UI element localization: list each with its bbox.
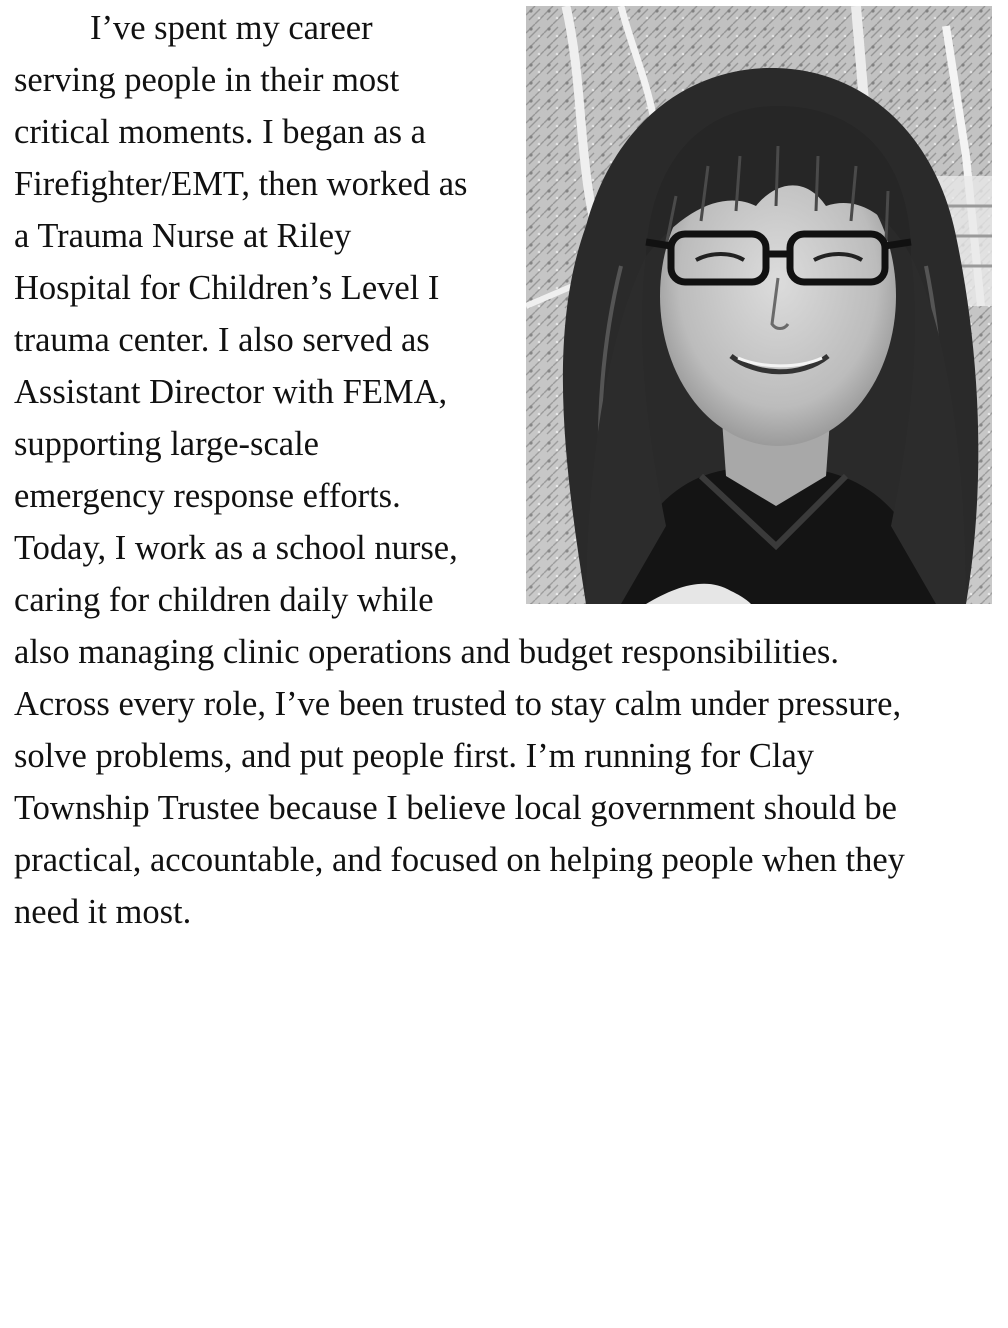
- candidate-portrait-photo: [526, 6, 992, 604]
- bio-page: [14, 2, 992, 938]
- bio-paragraph: I’ve spent my career serving people in their most critical moments. I began as a Firefighter/EMT, then worked as a Trauma Nurse at Riley Hospital for Children’s Level I trauma center. I also served as Assistant Director with FEMA, supporting large-scale emergency response efforts. Today, I work as a school nurse, caring for children daily while also managing clinic operations and budget responsibilities. Across every role, I’ve been trusted to stay calm under pressure, solve problems, and put people first. I’m running for Clay Township Trustee because I believe local government should be practical, accountable, and focused on helping people when they need it most.: [14, 9, 905, 931]
- portrait-illustration: [526, 6, 992, 604]
